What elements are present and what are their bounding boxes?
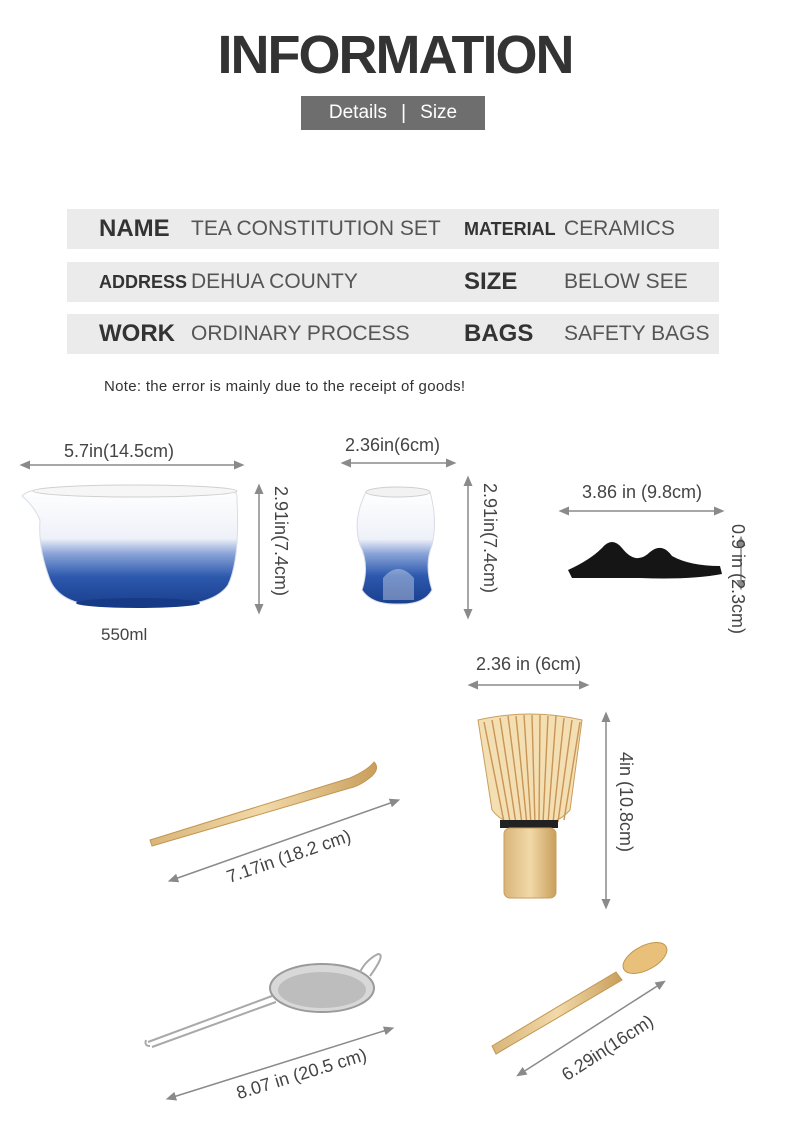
- rest-width-label: 3.86 in (9.8cm): [582, 482, 703, 502]
- bamboo-whisk-image: [478, 714, 582, 898]
- bowl-capacity-label: 550ml: [101, 625, 148, 644]
- holder-width-label: 2.36in(6cm): [345, 435, 441, 455]
- holder-height-label: 2.91in(7.4cm): [480, 483, 500, 594]
- spec-key: SIZE: [464, 268, 518, 295]
- whisk-holder-image: [357, 487, 434, 604]
- spec-value: CERAMICS: [564, 217, 675, 240]
- bowl-height-label: 2.91in(7.4cm): [271, 486, 291, 597]
- whisk-width-label: 2.36 in (6cm): [476, 654, 582, 674]
- rest-height-label: 0.9 in (2.3cm): [728, 524, 748, 635]
- spec-value: BELOW SEE: [564, 270, 688, 293]
- spec-value: SAFETY BAGS: [564, 322, 710, 345]
- whisk-height-label: 4in (10.8cm): [616, 752, 636, 853]
- spec-key: MATERIAL: [464, 219, 556, 239]
- spec-key: BAGS: [464, 320, 534, 347]
- spec-value: DEHUA COUNTY: [191, 270, 358, 293]
- spec-key: NAME: [99, 215, 170, 242]
- strainer-length-label: 8.07 in (20.5 cm): [234, 1044, 370, 1104]
- bowl-width-label: 5.7in(14.5cm): [64, 441, 175, 461]
- scoop-length-label: 7.17in (18.2 cm): [224, 825, 354, 887]
- whisk-rest-image: [568, 542, 722, 579]
- spec-value: ORDINARY PROCESS: [191, 322, 410, 345]
- spec-key: WORK: [99, 320, 175, 347]
- spoon-length-label: 6.29in(16cm): [558, 1010, 657, 1085]
- spec-key: ADDRESS: [99, 272, 188, 292]
- page-title: INFORMATION: [217, 25, 573, 85]
- matcha-bowl-image: [22, 485, 238, 608]
- tea-strainer-image: [146, 954, 381, 1047]
- tab-details[interactable]: Details: [328, 102, 387, 123]
- tab-separator: |: [400, 101, 407, 124]
- tab-size[interactable]: Size: [420, 102, 458, 123]
- spec-value: TEA CONSTITUTION SET: [191, 217, 441, 240]
- disclaimer-note: Note: the error is mainly due to the receipt of goods!: [104, 378, 466, 395]
